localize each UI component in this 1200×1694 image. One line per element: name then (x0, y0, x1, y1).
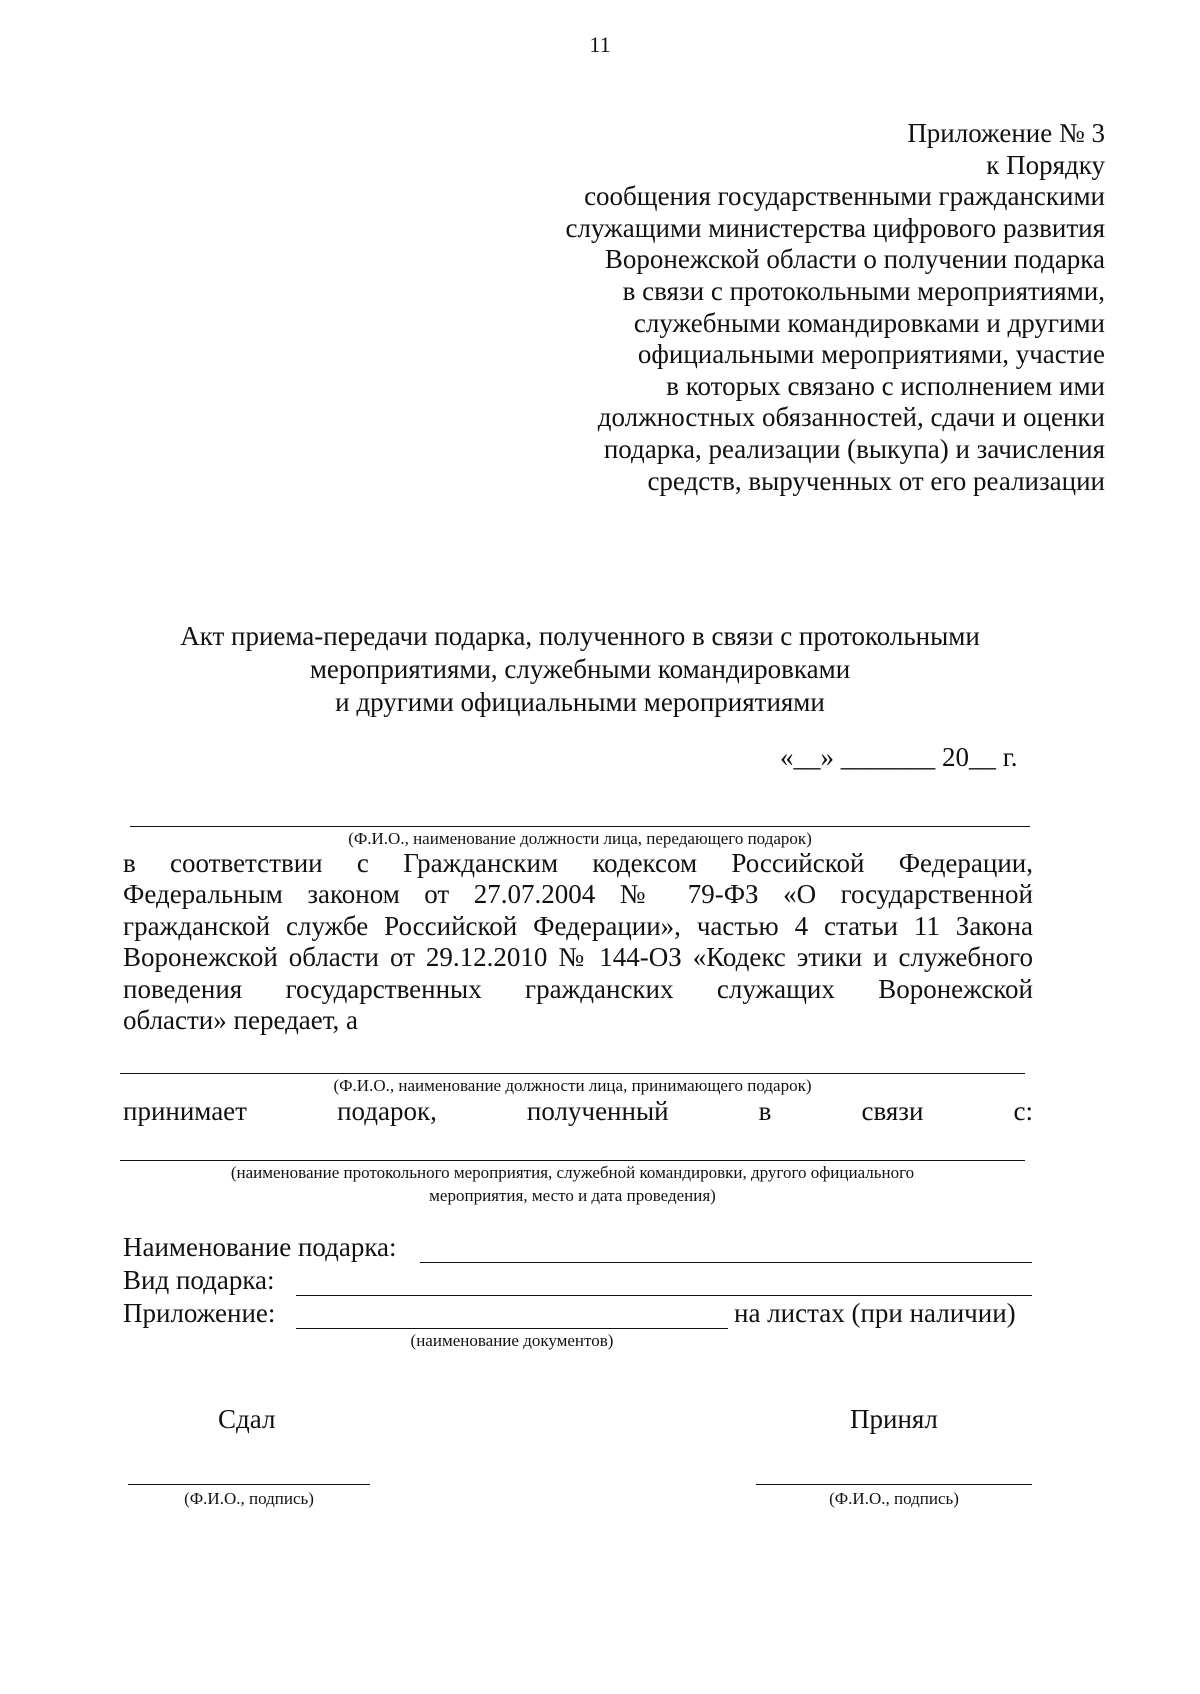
accepts-line (123, 1096, 1033, 1127)
accepts-word: принимает (123, 1096, 247, 1126)
body-line: в соответствии с Гражданским кодексом Российской Федерации, (123, 848, 1033, 878)
handed-label: Сдал (218, 1404, 276, 1434)
appendix-line: подарка, реализации (выкупа) и зачисления (603, 433, 1105, 464)
body-line: Федеральным законом от 27.07.2004 № 79-ФЗ «О государственной (123, 879, 1033, 910)
gift-name-label: Наименование подарка: (123, 1232, 397, 1262)
gift-type-line[interactable] (296, 1295, 1032, 1296)
event-caption: мероприятия, место и дата проведения) (429, 1186, 716, 1205)
title-line: Акт приема-передачи подарка, полученного в связи с протокольными (180, 621, 980, 651)
document-title (120, 620, 1040, 719)
appendix-line: служебными командировками и другими (633, 307, 1105, 338)
gift-type-label: Вид подарка: (123, 1265, 275, 1295)
appendix-line: должностных обязанностей, сдачи и оценки (597, 402, 1105, 433)
accepts-word: с: (1013, 1096, 1033, 1126)
signature-right-caption: (Ф.И.О., подпись) (829, 1489, 959, 1508)
accepts-word: полученный (526, 1096, 669, 1126)
giver-caption: (Ф.И.О., наименование должности лица, передающего подарок) (348, 829, 812, 848)
attachment-line[interactable] (296, 1328, 728, 1329)
appendix-header (566, 118, 1106, 497)
appendix-line: официальными мероприятиями, участие (637, 339, 1105, 370)
body-line: Воронежской области от 29.12.2010 № 144-ОЗ «Кодекс этики и служебного (123, 942, 1033, 973)
accepts-word: связи (861, 1096, 924, 1126)
gift-name-line[interactable] (420, 1262, 1032, 1263)
title-line: и другими официальными мероприятиями (335, 687, 825, 717)
accepted-label: Принял (850, 1404, 938, 1434)
accepts-word: в (758, 1096, 772, 1126)
signature-right-line[interactable] (756, 1484, 1032, 1485)
appendix-line: в связи с протокольными мероприятиями, (622, 275, 1105, 306)
appendix-line: сообщения государственными гражданскими (584, 181, 1105, 212)
appendix-line: средств, вырученных от его реализации (647, 465, 1105, 496)
page-number: 11 (589, 32, 611, 57)
signature-left-caption: (Ф.И.О., подпись) (184, 1489, 314, 1508)
receiver-caption: (Ф.И.О., наименование должности лица, принимающего подарок) (333, 1076, 812, 1095)
title-line: мероприятиями, служебными командировками (309, 654, 851, 684)
appendix-line: Приложение № 3 (907, 118, 1105, 148)
receiver-line (120, 1073, 1025, 1074)
body-paragraph (123, 848, 1033, 1036)
attachment-suffix: на листах (при наличии) (734, 1298, 1016, 1328)
documents-caption: (наименование документов) (410, 1331, 614, 1350)
signature-left-line[interactable] (128, 1484, 370, 1485)
body-line: гражданской службе Российской Федерации», частью 4 статьи 11 Закона (123, 910, 1033, 941)
appendix-line: в которых связано с исполнением ими (666, 370, 1105, 401)
body-line: области» передает, а (123, 1005, 359, 1036)
giver-line (130, 826, 1030, 827)
event-caption: (наименование протокольного мероприятия, служебной командировки, другого официального (230, 1163, 915, 1182)
date-line: «__» _______ 20__ г. (780, 742, 1018, 772)
appendix-line: служащими министерства цифрового развития (565, 212, 1105, 243)
appendix-line: Воронежской области о получении подарка (604, 244, 1105, 275)
body-line: поведения государственных гражданских служащих Воронежской (123, 973, 1033, 1004)
accepts-word: подарок, (337, 1096, 437, 1126)
appendix-line: к Порядку (986, 149, 1105, 180)
attachment-label: Приложение: (123, 1298, 276, 1328)
event-line (120, 1160, 1025, 1161)
